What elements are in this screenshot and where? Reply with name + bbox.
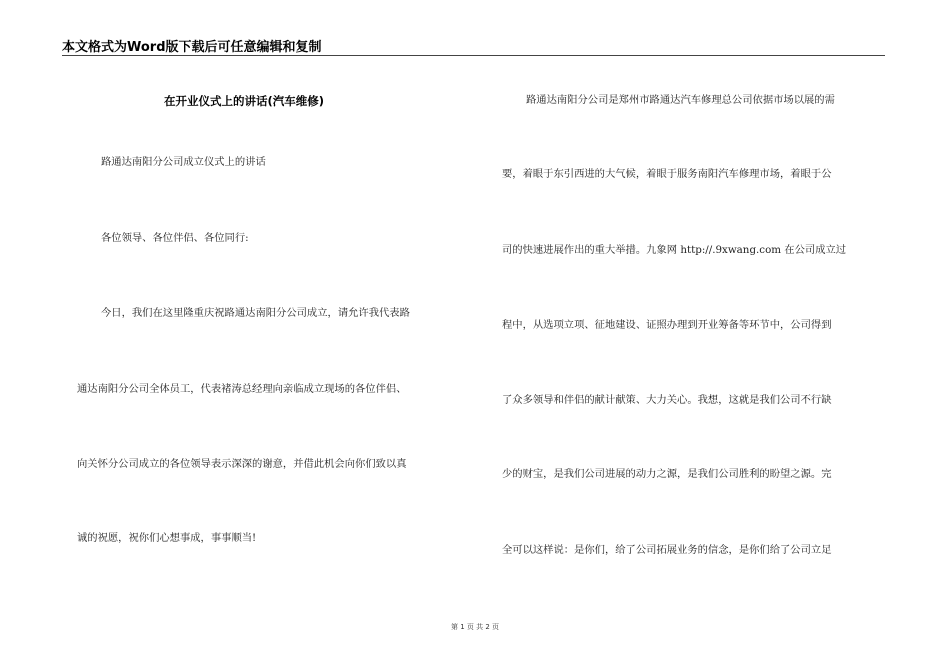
right-column-line: 司的快速进展作出的重大举措。九象网 http://.9xwang.com 在公司成立过	[502, 244, 847, 256]
right-column-line: 全可以这样说：是你们，给了公司拓展业务的信念，是你们给了公司立足	[502, 544, 832, 556]
left-column-line: 路通达南阳分公司成立仪式上的讲话	[101, 156, 266, 168]
page-number: 第 1 页 共 2 页	[450, 623, 500, 631]
right-column-line: 路通达南阳分公司是郑州市路通达汽车修理总公司依据市场以展的需	[526, 94, 835, 106]
left-column-line: 通达南阳分公司全体员工，代表褚涛总经理向亲临成立现场的各位伴侣、	[77, 383, 407, 395]
left-column-line: 各位领导、各位伴侣、各位同行:	[101, 232, 249, 244]
right-column-line: 程中，从选项立项、征地建设、证照办理到开业筹备等环节中，公司得到	[502, 319, 832, 331]
left-column-line: 向关怀分公司成立的各位领导表示深深的谢意，并借此机会向你们致以真	[77, 458, 407, 470]
left-column-line: 诚的祝愿，祝你们心想事成，事事顺当!	[77, 532, 257, 544]
right-column-line: 少的财宝，是我们公司进展的动力之源，是我们公司胜利的盼望之源。完	[502, 468, 832, 480]
document-title: 在开业仪式上的讲话(汽车维修)	[164, 94, 325, 108]
left-column-line: 今日，我们在这里隆重庆祝路通达南阳分公司成立，请允许我代表路	[101, 307, 410, 319]
right-column-line: 了众多领导和伴侣的献计献策、大力关心。我想，这就是我们公司不行缺	[502, 394, 832, 406]
header-rule	[62, 55, 885, 56]
right-column-line: 要，着眼于东引西进的大气候，着眼于服务南阳汽车修理市场，着眼于公	[502, 168, 832, 180]
document-header-title: 本文格式为Word版下载后可任意编辑和复制	[62, 40, 322, 55]
